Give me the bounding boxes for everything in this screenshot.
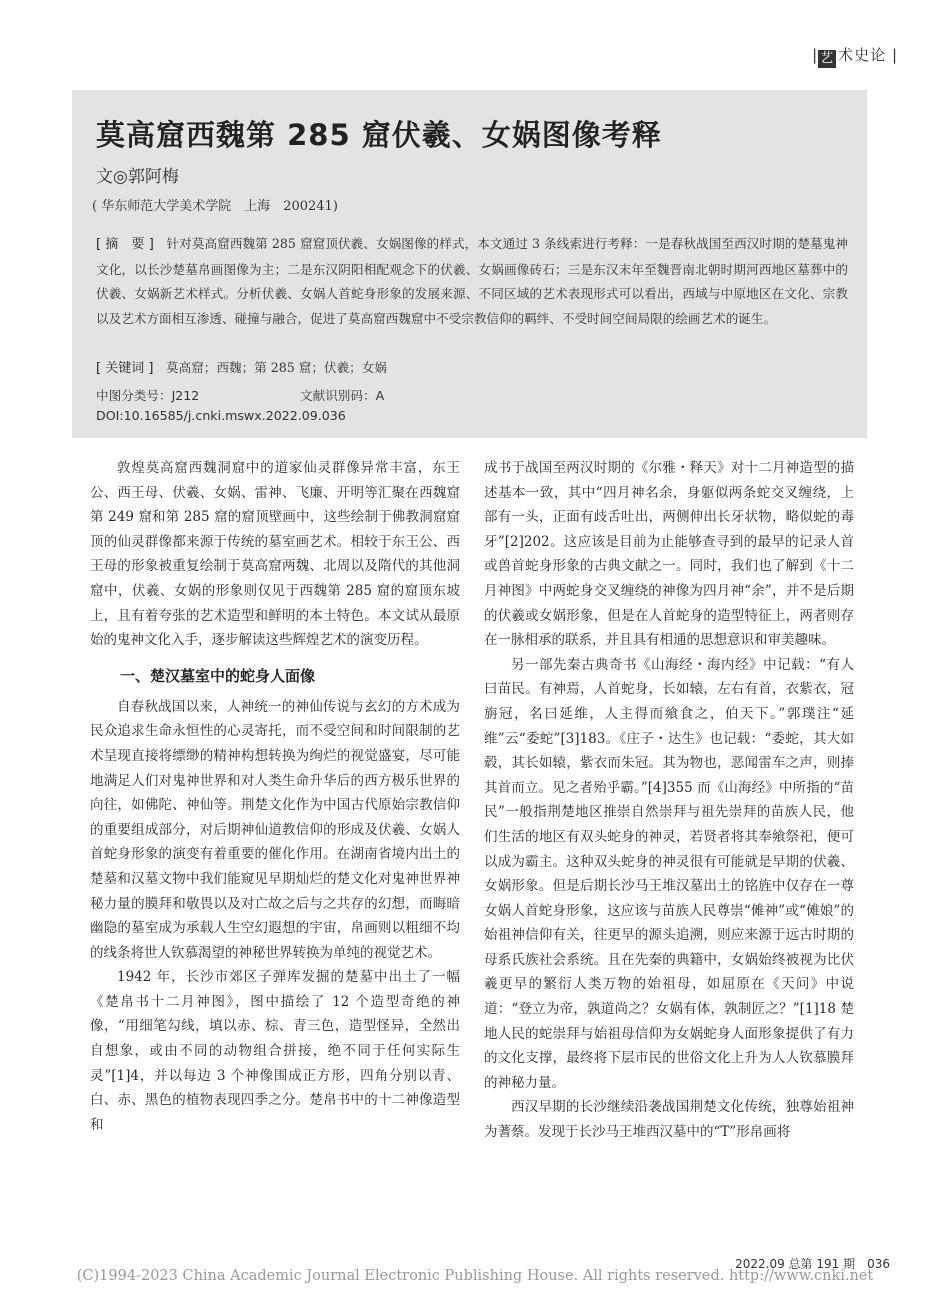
paragraph: 敦煌莫高窟西魏洞窟中的道家仙灵群像异常丰富，东王公、西王母、伏羲、女娲、雷神、飞廉、开明等汇聚在西魏窟第 249 窟和第 285 窟的窟顶壁画中，这些绘制于佛教洞窟窟顶的仙灵群像都来源于传统的墓室画艺术。相较于东王公、西王母的形象被重复绘制于莫高窟两魏、北周以及隋代的其他洞窟中，伏羲、女娲的形象则仅见于西魏第 285 窟的窟顶东坡上，且有着夸张的艺术造型和鲜明的本土特色。本文试从最原始的鬼神文化入手，逐步解读这些辉煌艺术的演变历程。 — [90, 460, 460, 649]
paragraph: 成书于战国至两汉时期的《尔雅・释天》对十二月神造型的描述基本一致，其中“四月神名余，身躯似两条蛇交叉缠绕，上部有一头，正面有歧舌吐出，两侧伸出长牙状物，略似蛇的毒牙”[2]202。这应该是目前为止能够查寻到的最早的记录人首或兽首蛇身形象的古典文献之一。同时，我们也了解到《十二月神图》中两蛇身交叉缠绕的神像为四月神“余”，并不是后期的伏羲或女娲形象，但是在人首蛇身的造型特征上，两者则存在一脉相承的联系，并且具有相通的思想意识和审美趣味。 — [484, 460, 854, 649]
copyright-notice: (C)1994-2023 China Academic Journal Electronic Publishing House. All rights reserved. http://www.cnki.net — [76, 1268, 874, 1284]
paragraph: 西汉早期的长沙继续沿袭战国荆楚文化传统，独尊始祖神为蓍蔡。发现于长沙马王堆西汉墓中的“T”形帛画将 — [484, 1099, 854, 1141]
section-mark: 艺 — [820, 51, 835, 66]
abstract — [96, 232, 848, 331]
keywords-label: [ 关键词 ] — [96, 361, 154, 376]
paragraph: 1942 年，长沙市郊区子弹库发掘的楚墓中出土了一幅《楚帛书十二月神图》，图中描绘了 12 个造型奇绝的神像，“用细笔勾线，填以赤、棕、青三色，造型怪异，全然出自想象，或由不同的动物组合拼接，绝不同于任何实际生灵”[1]4，并以每边 3 个神像围成正方形，四角分别以青、白、赤、黑色的植物表现四季之分。楚帛书中的十二神像造型和 — [90, 969, 460, 1133]
section-tag: | 艺 术史论 | — [812, 46, 898, 66]
affiliation: ( 华东师范大学美术学院 上海 200241) — [92, 199, 338, 214]
paragraph: 另一部先秦古典奇书《山海经・海内经》中记载：“有人曰苗民。有神焉，人首蛇身，长如辕，左右有首，衣紫衣，冠旃冠，名曰延维，人主得而飨食之，伯天下。”郭璞注“延维”云“委蛇”[3]183。《庄子・达生》也记载：“委蛇，其大如毂，其长如辕，紫衣而朱冠。其为物也，恶闻雷车之声，则捧其首而立。见之者殆乎霸。”[4]355 而《山海经》中所指的“苗民”一般指荆楚地区推崇自然崇拜与祖先崇拜的苗族人民，他们生活的地区有双头蛇身的神灵，若贤者将其奉飨祭祀，便可以成为霸主。这种双头蛇身的神灵很有可能就是早期的伏羲、女娲形象。但是后期长沙马王堆汉墓出土的铭旌中仅存在一尊女娲人首蛇身形象，这应该与苗族人民尊崇“傩神”或“傩娘”的始祖神信仰有关，往更早的源头追溯，则应来源于远古时期的母系氏族社会系统。且在先秦的典籍中，女娲始终被视为比伏羲更早的繁衍人类万物的始祖母，如屈原在《天问》中说道：“登立为帝，孰道尚之？女娲有体，孰制匠之？”[1]18 楚地人民的蛇崇拜与始祖母信仰为女娲蛇身人面形象提供了有力的文化支撑，最终将下层市民的世俗文化上升为人人钦慕膜拜的神秘力量。 — [484, 656, 854, 1091]
doc-code: 文献识别码：A — [300, 388, 385, 403]
classification: 中图分类号：J212 — [96, 388, 200, 403]
keywords — [96, 357, 387, 376]
author: 文◎郭阿梅 — [96, 167, 179, 187]
paragraph: 自春秋战国以来，人神统一的神仙传说与玄幻的方术成为民众追求生命永恒性的心灵寄托，而不受空间和时间限制的艺术呈现直接将缥缈的精神构想转换为绚烂的视觉盛宴，尽可能地满足人们对鬼神世界和对人类生命升华后的西方极乐世界的向往，如佛陀、神仙等。荆楚文化作为中国古代原始宗教信仰的重要组成部分，对后期神仙道教信仰的形成及伏羲、女娲人首蛇身形象的演变有着重要的催化作用。在湖南省境内出土的楚墓和汉墓文物中我们能窥见早期灿烂的楚文化对鬼神世界神秘力量的膜拜和敬畏以及对亡故之后与之共存的幻想，而晦暗幽隐的墓室成为承载人生空幻遐想的宇宙，帛画则以粗细不均的线条将世人钦慕渴望的神秘世界转换为单纯的视觉艺术。 — [90, 698, 460, 961]
abstract-label: [ 摘 要 ] — [96, 237, 154, 252]
section-heading: 一、楚汉墓室中的蛇身人面像 — [120, 666, 316, 685]
left-column — [90, 456, 460, 1137]
keywords-text: 莫高窟；西魏；第 285 窟；伏羲；女娲 — [166, 360, 387, 375]
section-label: 术史论 — [838, 46, 887, 64]
doi: DOI:10.16585/j.cnki.mswx.2022.09.036 — [96, 408, 346, 423]
page-number: 036 — [867, 1257, 890, 1271]
right-column — [484, 456, 854, 1145]
abstract-text: 针对莫高窟西魏第 285 窟窟顶伏羲、女娲图像的样式，本文通过 3 条线索进行考释：一是春秋战国至西汉时期的楚墓鬼神文化，以长沙楚墓帛画图像为主；二是东汉阴阳相配观念下的伏羲、女娲画像砖石；三是东汉末年至魏晋南北朝时期河西地区墓葬中的伏羲、女娲新艺术样式。分析伏羲、女娲人首蛇身形象的发展来源、不同区域的艺术表现形式可以看出，西域与中原地区在文化、宗教以及艺术方面相互渗透、碰撞与融合，促进了莫高窟西魏窟中不受宗教信仰的羁绊、不受时间空间局限的绘画艺术的诞生。 — [96, 236, 848, 326]
article-title: 莫高窟西魏第 285 窟伏羲、女娲图像考释 — [96, 118, 662, 152]
issue-info: 2022.09 总第 191 期 — [735, 1257, 856, 1271]
